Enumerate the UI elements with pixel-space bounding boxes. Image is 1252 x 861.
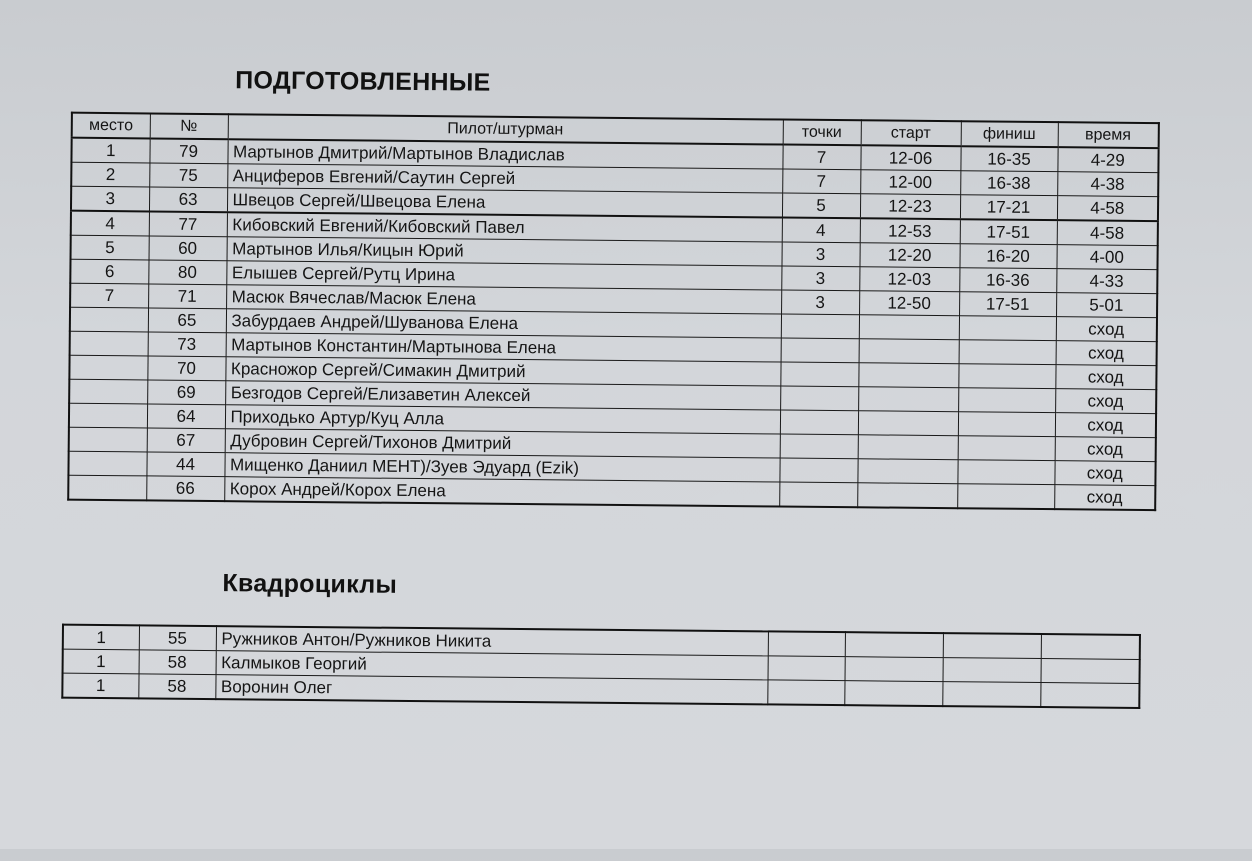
crew-cell: Анциферов Евгений/Саутин Сергей (227, 164, 782, 193)
number-cell: 69 (147, 380, 225, 405)
points-cell (780, 386, 858, 411)
points-cell (768, 656, 845, 681)
finish-cell (942, 682, 1040, 707)
points-cell: 4 (782, 218, 860, 243)
finish-cell (943, 633, 1041, 658)
number-cell: 60 (149, 236, 227, 261)
section-title-prepared: ПОДГОТОВЛЕННЫЕ (235, 66, 491, 97)
points-cell (780, 410, 858, 435)
start-cell (859, 339, 959, 364)
number-cell: 79 (149, 138, 227, 163)
number-cell: 70 (147, 356, 225, 381)
crew-cell: Безгодов Сергей/Елизаветин Алексей (225, 381, 780, 410)
time-cell: сход (1054, 461, 1155, 486)
points-cell: 3 (781, 242, 859, 267)
start-cell (858, 363, 958, 388)
time-cell: сход (1055, 413, 1156, 438)
finish-cell: 17-21 (960, 195, 1057, 220)
place-cell (69, 355, 147, 380)
start-cell (844, 681, 942, 706)
points-cell: 5 (782, 193, 860, 218)
points-cell: 7 (782, 145, 860, 170)
place-cell (68, 475, 146, 500)
crew-cell: Мартынов Дмитрий/Мартынов Владислав (227, 139, 782, 169)
crew-cell: Забурдаев Андрей/Шуванова Елена (226, 309, 781, 338)
place-cell: 4 (71, 211, 149, 236)
place-cell: 5 (71, 235, 149, 260)
crew-cell: Калмыков Георгий (216, 651, 768, 680)
finish-cell: 17-51 (960, 219, 1057, 244)
number-cell: 67 (147, 428, 225, 453)
start-cell: 12-03 (859, 267, 959, 292)
time-cell: 5-01 (1056, 293, 1157, 318)
start-cell (858, 435, 958, 460)
start-cell: 12-53 (860, 218, 960, 243)
place-cell (68, 451, 146, 476)
crew-cell: Мартынов Константин/Мартынова Елена (226, 333, 781, 362)
time-cell (1041, 634, 1140, 659)
finish-cell (958, 436, 1055, 461)
finish-cell (959, 340, 1056, 365)
number-cell: 63 (149, 187, 227, 212)
crew-cell: Приходько Артур/Куц Алла (225, 405, 780, 434)
number-cell: 65 (148, 308, 226, 333)
crew-cell: Кибовский Евгений/Кибовский Павел (227, 212, 782, 242)
points-cell: 7 (782, 169, 860, 194)
finish-cell: 16-38 (960, 171, 1057, 196)
time-cell: 4-00 (1056, 245, 1157, 270)
number-cell: 66 (146, 476, 224, 501)
points-cell (767, 680, 844, 705)
finish-cell: 17-51 (959, 292, 1056, 317)
column-header: время (1058, 122, 1159, 148)
points-cell (779, 482, 857, 507)
finish-cell (958, 412, 1055, 437)
time-cell: сход (1055, 365, 1156, 390)
time-cell: 4-38 (1057, 172, 1158, 197)
time-cell (1040, 683, 1139, 708)
crew-cell: Ружников Антон/Ружников Никита (216, 626, 768, 656)
number-cell: 73 (148, 332, 226, 357)
finish-cell: 16-20 (959, 244, 1056, 269)
column-header: финиш (961, 121, 1058, 147)
points-cell: 3 (781, 290, 859, 315)
crew-cell: Швецов Сергей/Швецова Елена (227, 188, 782, 218)
start-cell (857, 459, 957, 484)
place-cell: 6 (70, 259, 148, 284)
time-cell: 4-33 (1056, 269, 1157, 294)
time-cell: 4-58 (1057, 196, 1158, 221)
points-cell: 3 (781, 266, 859, 291)
points-cell (781, 314, 859, 339)
place-cell: 1 (63, 625, 139, 650)
time-cell: сход (1055, 437, 1156, 462)
points-cell (768, 631, 845, 656)
start-cell (858, 411, 958, 436)
crew-cell: Дубровин Сергей/Тихонов Дмитрий (225, 429, 780, 458)
time-cell: сход (1054, 485, 1155, 510)
start-cell (845, 632, 943, 657)
number-cell: 58 (139, 650, 216, 675)
number-cell: 64 (147, 404, 225, 429)
start-cell: 12-23 (860, 194, 960, 219)
finish-cell (957, 460, 1054, 485)
crew-cell: Мартынов Илья/Кицын Юрий (227, 237, 782, 266)
finish-cell: 16-36 (959, 268, 1056, 293)
start-cell (859, 315, 959, 340)
time-cell: сход (1056, 317, 1157, 342)
finish-cell (959, 316, 1056, 341)
section-title-quads: Квадроциклы (222, 569, 398, 599)
column-header: старт (861, 120, 961, 146)
start-cell: 12-00 (860, 170, 960, 195)
points-cell (781, 338, 859, 363)
points-cell (779, 458, 857, 483)
finish-cell (958, 364, 1055, 389)
finish-cell (943, 658, 1041, 683)
number-cell: 71 (148, 284, 226, 309)
place-cell: 2 (71, 162, 149, 187)
number-cell: 80 (148, 260, 226, 285)
time-cell: 4-58 (1057, 220, 1158, 245)
points-cell (780, 434, 858, 459)
column-header: место (72, 113, 150, 139)
place-cell: 3 (71, 186, 149, 211)
start-cell: 12-06 (860, 145, 960, 170)
finish-cell (958, 388, 1055, 413)
crew-cell: Воронин Олег (215, 675, 767, 705)
place-cell: 7 (70, 283, 148, 308)
time-cell (1040, 659, 1139, 684)
quads-table (61, 624, 1141, 709)
number-cell: 58 (138, 674, 215, 699)
place-cell: 1 (71, 138, 149, 163)
place-cell (69, 403, 147, 428)
time-cell: сход (1056, 341, 1157, 366)
start-cell (845, 657, 943, 682)
place-cell (70, 331, 148, 356)
results-table (67, 112, 1160, 511)
number-cell: 75 (149, 163, 227, 188)
start-cell (858, 387, 958, 412)
place-cell: 1 (63, 649, 139, 674)
number-cell: 77 (149, 211, 227, 236)
start-cell: 12-50 (859, 291, 959, 316)
place-cell: 1 (62, 673, 138, 698)
column-header: точки (783, 120, 861, 146)
points-cell (780, 362, 858, 387)
place-cell (70, 307, 148, 332)
start-cell: 12-20 (859, 243, 959, 268)
number-cell: 55 (139, 625, 216, 650)
number-cell: 44 (146, 452, 224, 477)
crew-cell: Масюк Вячеслав/Масюк Елена (226, 285, 781, 314)
crew-cell: Корох Андрей/Корох Елена (224, 477, 779, 507)
place-cell (69, 427, 147, 452)
finish-cell (957, 484, 1054, 509)
place-cell (69, 379, 147, 404)
column-header: № (150, 113, 228, 139)
crew-cell: Елышев Сергей/Рутц Ирина (226, 261, 781, 290)
time-cell: 4-29 (1057, 147, 1158, 172)
start-cell (857, 483, 957, 508)
crew-cell: Красножор Сергей/Симакин Дмитрий (225, 357, 780, 386)
column-header: Пилот/штурман (228, 114, 783, 144)
finish-cell: 16-35 (960, 146, 1057, 171)
time-cell: сход (1055, 389, 1156, 414)
crew-cell: Мищенко Даниил МЕНТ)/Зуев Эдуард (Ezik) (224, 453, 779, 482)
